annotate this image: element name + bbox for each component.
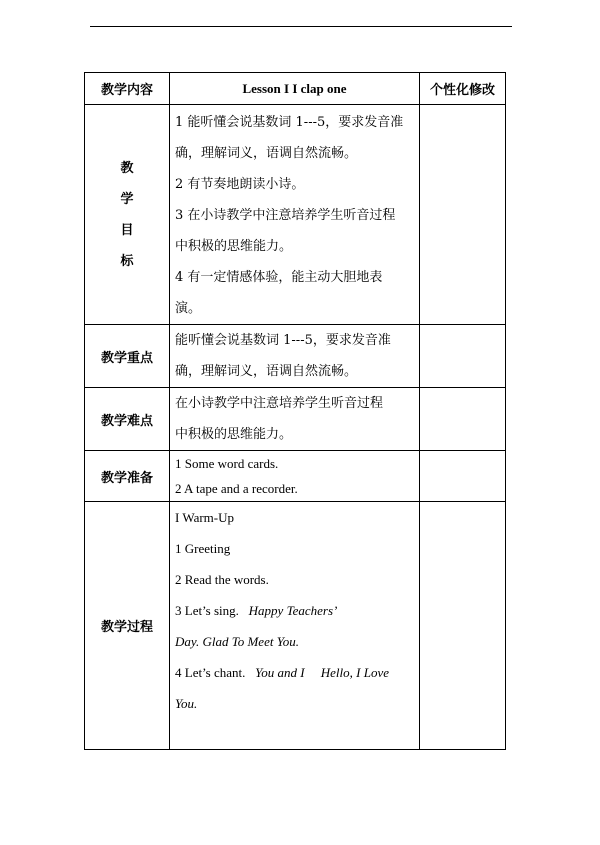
objectives-label-char: 学 [120, 191, 134, 207]
key-point-line: 能听懂会说基数词 1---5，要求发音准 [175, 333, 391, 348]
objectives-personal-cell [420, 105, 506, 325]
objectives-row [85, 105, 506, 325]
difficulties-personal-cell [420, 388, 506, 451]
objectives-label [85, 105, 170, 325]
lesson-plan-table [84, 72, 506, 750]
preparation-content [170, 451, 420, 502]
key-points-row [85, 325, 506, 388]
preparation-row [85, 451, 506, 502]
sing-title-part-1: Happy Teachers’ [248, 603, 338, 618]
process-content [170, 502, 420, 750]
objectives-label-char: 标 [120, 253, 134, 269]
key-point-line: 确，理解词义，语调自然流畅。 [175, 364, 358, 379]
objective-line: 中积极的思维能力。 [175, 239, 293, 254]
process-label: 教学过程 [85, 502, 170, 750]
difficulties-label: 教学难点 [85, 388, 170, 451]
objectives-label-char: 教 [120, 160, 134, 176]
preparation-line: 1 Some word cards. [175, 456, 279, 471]
key-points-label: 教学重点 [85, 325, 170, 388]
objective-line: 1 能听懂会说基数词 1---5，要求发音准 [175, 115, 404, 130]
header-rule [90, 26, 512, 27]
personalization-label: 个性化修改 [420, 73, 506, 105]
sing-title-part-2: Day. Glad To Meet You. [175, 634, 299, 649]
objective-line: 3 在小诗教学中注意培养学生听音过程 [175, 208, 396, 223]
process-line-read: 2 Read the words. [175, 572, 269, 587]
objectives-label-char: 目 [120, 222, 134, 238]
header-row [85, 73, 506, 105]
chant-title-part-2: You. [175, 696, 198, 711]
difficulty-line: 中积极的思维能力。 [175, 427, 293, 442]
key-points-personal-cell [420, 325, 506, 388]
process-line-sing [175, 595, 419, 626]
objective-line: 2 有节奏地朗读小诗。 [175, 177, 305, 192]
content-label: 教学内容 [85, 73, 170, 105]
difficulties-row [85, 388, 506, 451]
chant-title-part-1: You and I Hello, I Love [255, 665, 390, 680]
chant-prefix: 4 Let’s chant. [175, 665, 246, 680]
process-personal-cell [420, 502, 506, 750]
lesson-title: Lesson I I clap one [170, 73, 420, 105]
difficulties-content [170, 388, 420, 451]
preparation-personal-cell [420, 451, 506, 502]
key-points-content [170, 325, 420, 388]
objectives-content [170, 105, 420, 325]
preparation-label: 教学准备 [85, 451, 170, 502]
objective-line: 4 有一定情感体验，能主动大胆地表 [175, 270, 383, 285]
difficulty-line: 在小诗教学中注意培养学生听音过程 [175, 396, 384, 411]
process-line-chant [175, 657, 419, 688]
process-row [85, 502, 506, 750]
objective-line: 确，理解词义，语调自然流畅。 [175, 146, 358, 161]
process-line-greeting: 1 Greeting [175, 541, 231, 556]
sing-prefix: 3 Let’s sing. [175, 603, 239, 618]
process-line-warmup: I Warm-Up [175, 510, 235, 525]
objective-line: 演。 [175, 301, 202, 316]
preparation-line: 2 A tape and a recorder. [175, 481, 298, 496]
